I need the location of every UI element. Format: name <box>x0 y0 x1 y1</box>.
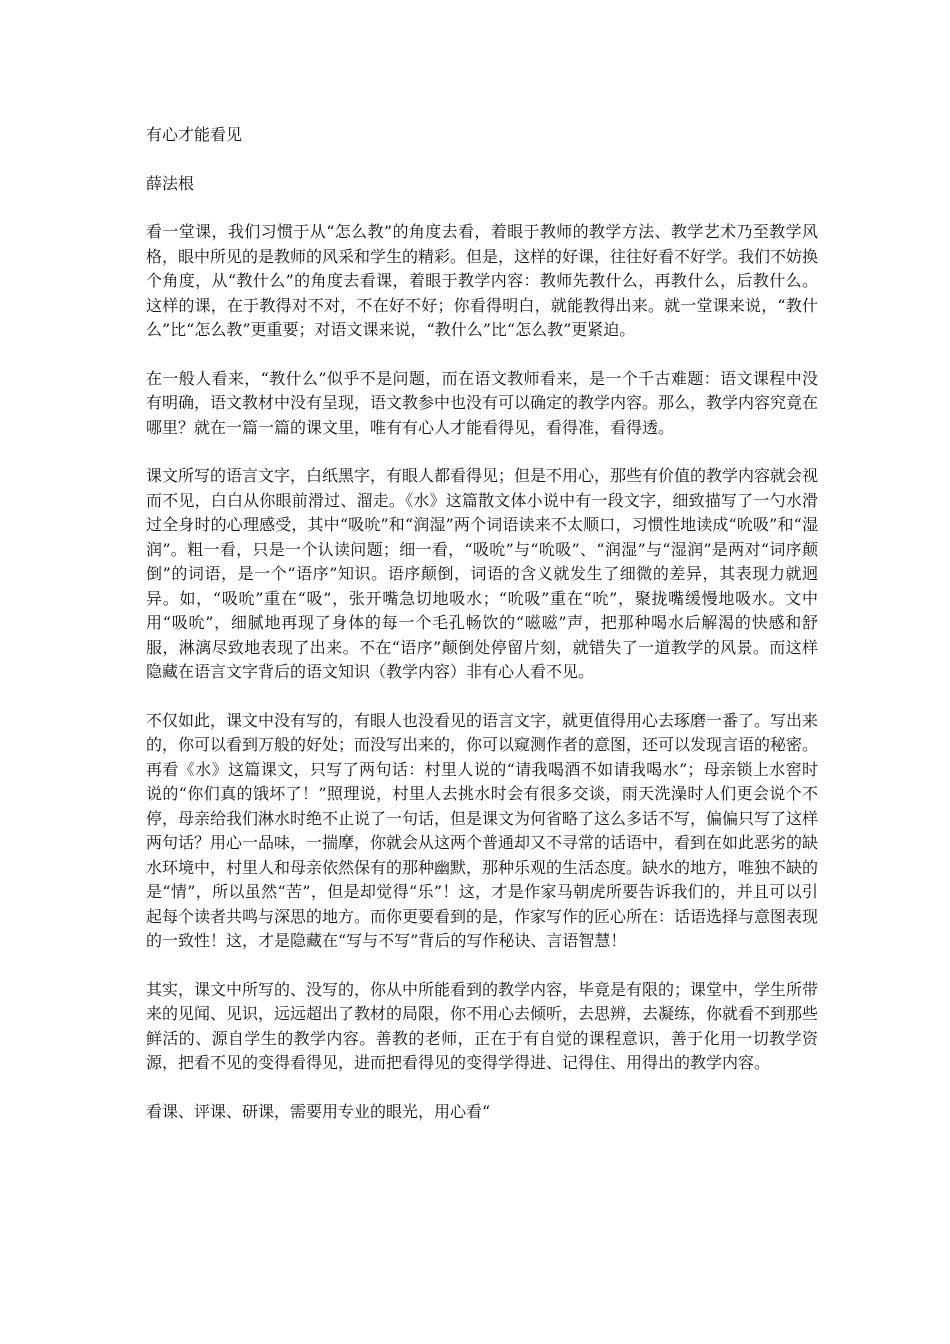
paragraph-2: 在一般人看来，“教什么”似乎不是问题，而在语文教师看来，是一个千古难题：语文课程中没有明确，语文教材中没有呈现，语文教参中也没有可以确定的教学内容。那么，教学内容究竟在哪里？就在一篇一篇的课文里，唯有有心人才能看得见，看得准，看得透。 <box>146 368 819 437</box>
article-author: 薛法根 <box>146 173 195 193</box>
document-page <box>146 123 818 1148</box>
paragraph-5: 其实，课文中所写的、没写的，你从中所能看到的教学内容，毕竟是有限的；课堂中，学生所带来的见闻、见识，远远超出了教材的局限，你不用心去倾听，去思辨，去凝练，你就看不到那些鲜活的、源自学生的教学内容。善教的老师，正在于有自觉的课程意识，善于化用一切教学资源，把看不见的变得看得见，进而把看得见的变得学得进、记得住、用得出的教学内容。 <box>146 979 819 1072</box>
paragraph-4: 不仅如此，课文中没有写的，有眼人也没看见的语言文字，就更值得用心去琢磨一番了。写出来的，你可以看到万般的好处；而没写出来的，你可以窥测作者的意图，还可以发现言语的秘密。再看《水》这篇课文，只写了两句话：村里人说的“请我喝酒不如请我喝水”；母亲锁上水窖时说的“你们真的饿坏了！”照理说，村里人去挑水时会有很多交谈，雨天洗澡时人们更会说个不停，母亲给我们淋水时绝不止说了一句话，但是课文为何省略了这么多话不写，偏偏只写了这样两句话？用心一品味，一揣摩，你就会从这两个普通却又不寻常的话语中，看到在如此恶劣的缺水环境中，村里人和母亲依然保有的那种幽默，那种乐观的生活态度。缺水的地方，唯独不缺的是“情”，所以虽然“苦”，但是却觉得“乐”！这，才是作家马朝虎所要告诉我们的，并且可以引起每个读者共鸣与深思的地方。而你更要看到的是，作家写作的匠心所在：话语选择与意图表现的一致性！这，才是隐藏在“写与不写”背后的写作秘诀、言语智慧！ <box>146 710 819 950</box>
paragraph-3: 课文所写的语言文字，白纸黑字，有眼人都看得见；但是不用心，那些有价值的教学内容就会视而不见，白白从你眼前滑过、溜走。《水》这篇散文体小说中有一段文字，细致描写了一勺水滑过全身时的心理感受，其中“吸吮”和“润湿”两个词语读来不太顺口，习惯性地读成“吮吸”和“湿润”。粗一看，只是一个认读问题；细一看，“吸吮”与“吮吸”、“润湿”与“湿润”是两对“词序颠倒”的词语，是一个“语序”知识。语序颠倒，词语的含义就发生了细微的差异，其表现力就迥异。如，“吸吮”重在“吸”，张开嘴急切地吸水；“吮吸”重在“吮”，聚拢嘴缓慢地吸水。文中用“吸吮”，细腻地再现了身体的每一个毛孔畅饮的“嗞嗞”声，把那种喝水后解渴的快感和舒服，淋漓尽致地表现了出来。不在“语序”颠倒处停留片刻，就错失了一道教学的风景。而这样隐藏在语言文字背后的语文知识（教学内容）非有心人看不见。 <box>146 466 819 681</box>
article-title: 有心才能看见 <box>146 125 243 144</box>
paragraph-1: 看一堂课，我们习惯于从“怎么教”的角度去看，着眼于教师的教学方法、教学艺术乃至教学风格，眼中所见的是教师的风采和学生的精彩。但是，这样的好课，往往好看不好学。我们不妨换个角度，从“教什么”的角度去看课，着眼于教学内容：教师先教什么，再教什么，后教什么。这样的课，在于教得对不对，不在好不好；你看得明白，就能教得出来。就一堂课来说，“教什么”比“怎么教”更重要；对语文课来说，“教什么”比“怎么教”更紧迫。 <box>146 222 819 339</box>
paragraph-6: 看课、评课、研课，需要用专业的眼光，用心看“ <box>146 1101 491 1121</box>
